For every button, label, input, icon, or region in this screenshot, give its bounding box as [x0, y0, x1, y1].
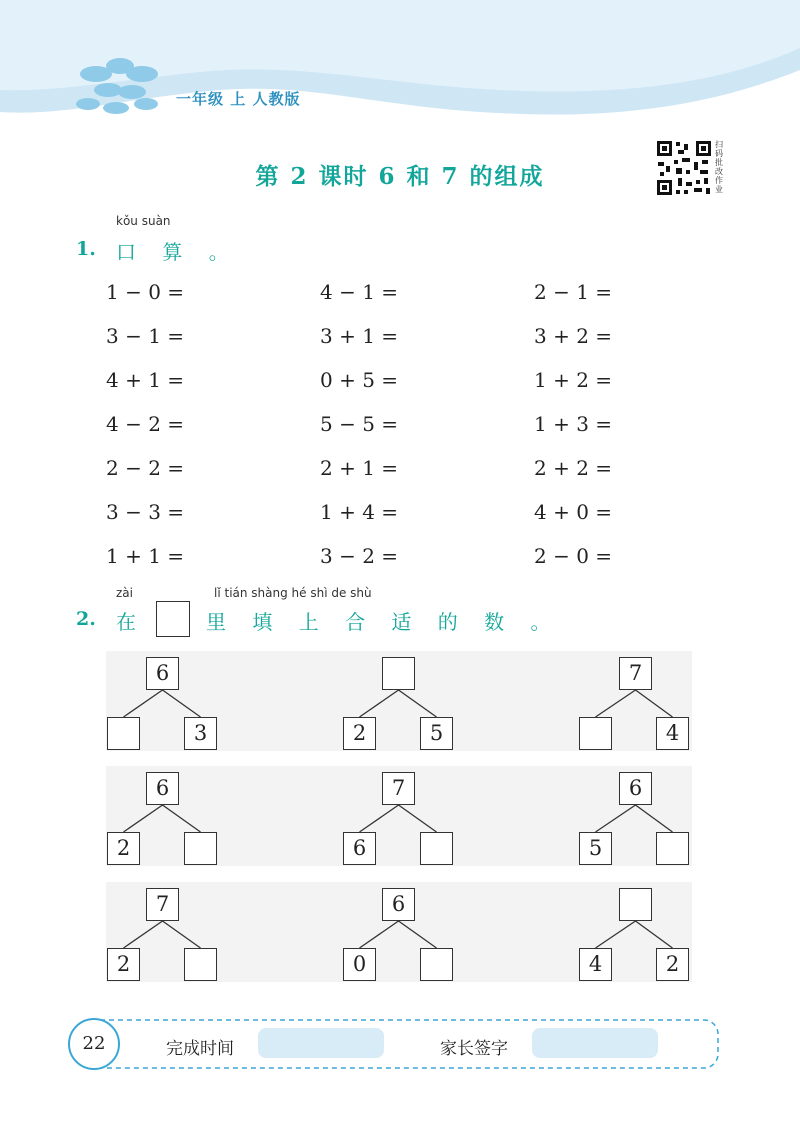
q2-pinyin-a: zài — [116, 586, 133, 600]
equation[interactable]: 3 + 1 = — [320, 324, 399, 348]
equation[interactable]: 4 − 2 = — [106, 412, 185, 436]
bond-total-box: 7 — [619, 657, 652, 690]
bond-part-box: 2 — [107, 948, 140, 981]
bond-part-box: 4 — [656, 717, 689, 750]
equation[interactable]: 2 − 2 = — [106, 456, 185, 480]
bond-part-box: 5 — [420, 717, 453, 750]
q2-instruction-b: 里 填 上 合 适 的 数 。 — [206, 610, 561, 634]
q1-pinyin: kǒu suàn — [116, 214, 171, 228]
equation[interactable]: 2 + 2 = — [534, 456, 613, 480]
grade-label: 一年级 上 人教版 — [176, 90, 301, 108]
equation[interactable]: 3 + 2 = — [534, 324, 613, 348]
equation[interactable]: 1 + 3 = — [534, 412, 613, 436]
page-number: 22 — [68, 1018, 120, 1070]
page-title: 第 2 课时 6 和 7 的组成 — [255, 163, 545, 190]
completion-time-label: 完成时间 — [166, 1039, 234, 1059]
equation[interactable]: 4 + 1 = — [106, 368, 185, 392]
equation[interactable]: 1 + 4 = — [320, 500, 399, 524]
q1-number: 1. — [76, 238, 96, 260]
bond-part-box: 3 — [184, 717, 217, 750]
equation[interactable]: 5 − 5 = — [320, 412, 399, 436]
equation[interactable]: 2 − 1 = — [534, 280, 613, 304]
parent-signature-field[interactable] — [532, 1028, 658, 1058]
equation[interactable]: 2 − 0 = — [534, 544, 613, 568]
bond-line — [636, 921, 673, 948]
equation[interactable]: 1 + 2 = — [534, 368, 613, 392]
equation[interactable]: 3 − 3 = — [106, 500, 185, 524]
bond-line — [596, 921, 636, 948]
equation[interactable]: 1 + 1 = — [106, 544, 185, 568]
bond-total-box: 6 — [146, 772, 179, 805]
equation[interactable]: 2 + 1 = — [320, 456, 399, 480]
bond-total-box[interactable] — [619, 888, 652, 921]
equation[interactable]: 3 − 2 = — [320, 544, 399, 568]
bond-part-box: 0 — [343, 948, 376, 981]
bond-part-box: 4 — [579, 948, 612, 981]
bond-part-box: 2 — [656, 948, 689, 981]
completion-time-field[interactable] — [258, 1028, 384, 1058]
bond-part-box: 2 — [107, 832, 140, 865]
q2-instruction-a: 在 — [116, 610, 146, 634]
equation[interactable]: 3 − 1 = — [106, 324, 185, 348]
equation[interactable]: 4 − 1 = — [320, 280, 399, 304]
q1-instruction: 口 算 。 — [116, 240, 239, 264]
bond-total-box: 6 — [619, 772, 652, 805]
bond-total-box: 7 — [382, 772, 415, 805]
equation[interactable]: 1 − 0 = — [106, 280, 185, 304]
bond-part-box: 5 — [579, 832, 612, 865]
bond-total-box: 6 — [146, 657, 179, 690]
bond-total-box: 7 — [146, 888, 179, 921]
q2-number: 2. — [76, 608, 96, 630]
qr-label: 扫码批改作业 — [715, 140, 723, 194]
bond-total-box: 6 — [382, 888, 415, 921]
bond-part-box: 6 — [343, 832, 376, 865]
q2-pinyin-b: lǐ tián shàng hé shì de shù — [214, 586, 372, 600]
parent-signature-label: 家长签字 — [440, 1039, 508, 1059]
equation[interactable]: 0 + 5 = — [320, 368, 399, 392]
equation[interactable]: 4 + 0 = — [534, 500, 613, 524]
bond-part-box: 2 — [343, 717, 376, 750]
